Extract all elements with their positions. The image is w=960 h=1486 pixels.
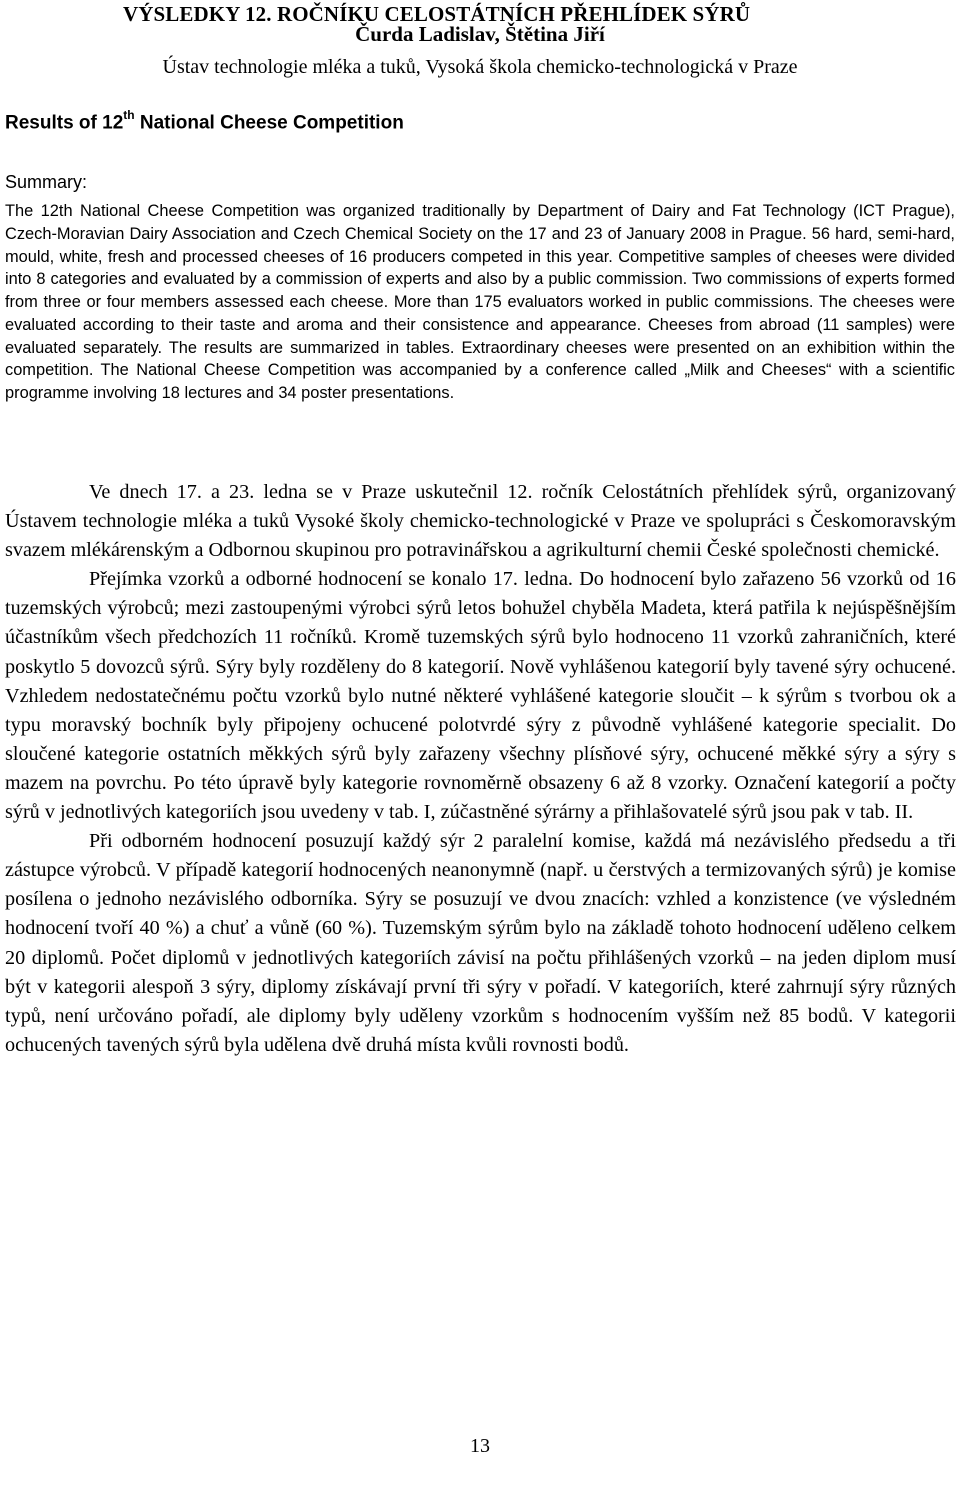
authors-line: Čurda Ladislav, Štětina Jiří [355,22,605,46]
page-number: 13 [470,1435,490,1457]
english-title-superscript: th [123,108,135,122]
czech-paragraph-1: Ve dnech 17. a 23. ledna se v Praze uskutečnil 12. ročník Celostátních přehlídek sýrů, organizovaný Ústavem technologie mléka a tuků Vysoké školy chemicko-technologické v Praze ve spolupráci s Českomoravským svazem mlékárenským a Odbornou skupinou pro potravinářskou a agrikulturní chemii České společnosti chemické. [5,481,956,562]
english-title-pre: Results of 12 [5,112,124,134]
summary-label: Summary: [5,172,88,192]
czech-paragraph-3: Při odborném hodnocení posuzují každý sýr 2 paralelní komise, každá má nezávislého předsedu a tři zástupce výrobců. V případě kategorií hodnocených neanonymně (např. u čerstvých a termizovaných sýrů) je komise posílena o jednoho nezávislého odborníka. Sýry se posuzují ve dvou znacích: vzhled a konzistence (ve výsledném hodnocení tvoří 40 %) a chuť a vůně (60 %). Tuzemským sýrům bylo na základě tohoto hodnocení uděleno celkem 20 diplomů. Počet diplomů v jednotlivých kategoriích závisí na počtu přihlášených vzorků – na jeden diplom musí být v kategorii alespoň 3 sýry, diplomy získávají první tři sýry v pořadí. V kategoriích, které zahrnují sýry různých typů, není určováno pořadí, ale diplomy byly uděleny vzorkům s hodnocením vyšším než 85 bodů. V kategorii ochucených tavených sýrů byla udělena dvě druhá místa kvůli rovnosti bodů. [5,830,956,1056]
czech-body [5,478,956,1060]
english-title-post: National Cheese Competition [134,112,404,134]
english-title [5,110,404,134]
czech-paragraph-2: Přejímka vzorků a odborné hodnocení se konalo 17. ledna. Do hodnocení bylo zařazeno 56 vzorků od 16 tuzemských výrobců; mezi zastoupenými výrobci sýrů letos bohužel chyběla Madeta, která patřila k nejúspěšnějším účastníkům všech předchozích 11 ročníků. Kromě tuzemských sýrů bylo hodnoceno 11 vzorků zahraničních, které poskytlo 5 dovozců sýrů. Sýry byly rozděleny do 8 kategorií. Nově vyhlášenou kategorií byly tavené sýry ochucené. Vzhledem nedostatečnému počtu vzorků bylo nutné některé vyhlášené kategorie sloučit – k sýrům s tvorbou ok a typu moravský bochník byly připojeny ochucené polotvrdé sýry z původně vyhlášené kategorie specialit. Do sloučené kategorie ostatních měkkých sýrů byly zařazeny všechny plísňové sýry, ochucené měkké sýry a sýry s mazem na povrchu. Po této úpravě byly kategorie rovnoměrně obsazeny 6 až 8 vzorky. Označení kategorií a počty sýrů v jednotlivých kategoriích jsou uvedeny v tab. I, zúčastněné sýrárny a přihlašovatelé sýrů jsou pak v tab. II. [5,568,956,824]
institution-line: Ústav technologie mléka a tuků, Vysoká škola chemicko-technologická v Praze [162,56,798,78]
page-title: VÝSLEDKY 12. ROČNÍKU CELOSTÁTNÍCH PŘEHLÍDEK SÝRŮ [123,2,751,26]
summary-paragraph: The 12th National Cheese Competition was organized traditionally by Department of Dairy and Fat Technology (ICT Prague), Czech-Moravian Dairy Association and Czech Chemical Society on the 17 and 23 of January 2008 in Prague. 56 hard, semi-hard, mould, white, fresh and processed cheeses of 16 producers competed in this year. Competitive samples of cheeses were divided into 8 categories and evaluated by a commission of experts and also by a public commission. Two commissions of experts formed from three or four members assessed each cheese. More than 175 evaluators worked in public commissions. The cheeses were evaluated according to their taste and aroma and their consistence and appearance. Cheeses from abroad (11 samples) were evaluated separately. The results are summarized in tables. Extraordinary cheeses were presented on an exhibition within the competition. The National Cheese Competition was accompanied by a conference called „Milk and Cheeses“ with a scientific programme involving 18 lectures and 34 poster presentations. [5,202,955,402]
